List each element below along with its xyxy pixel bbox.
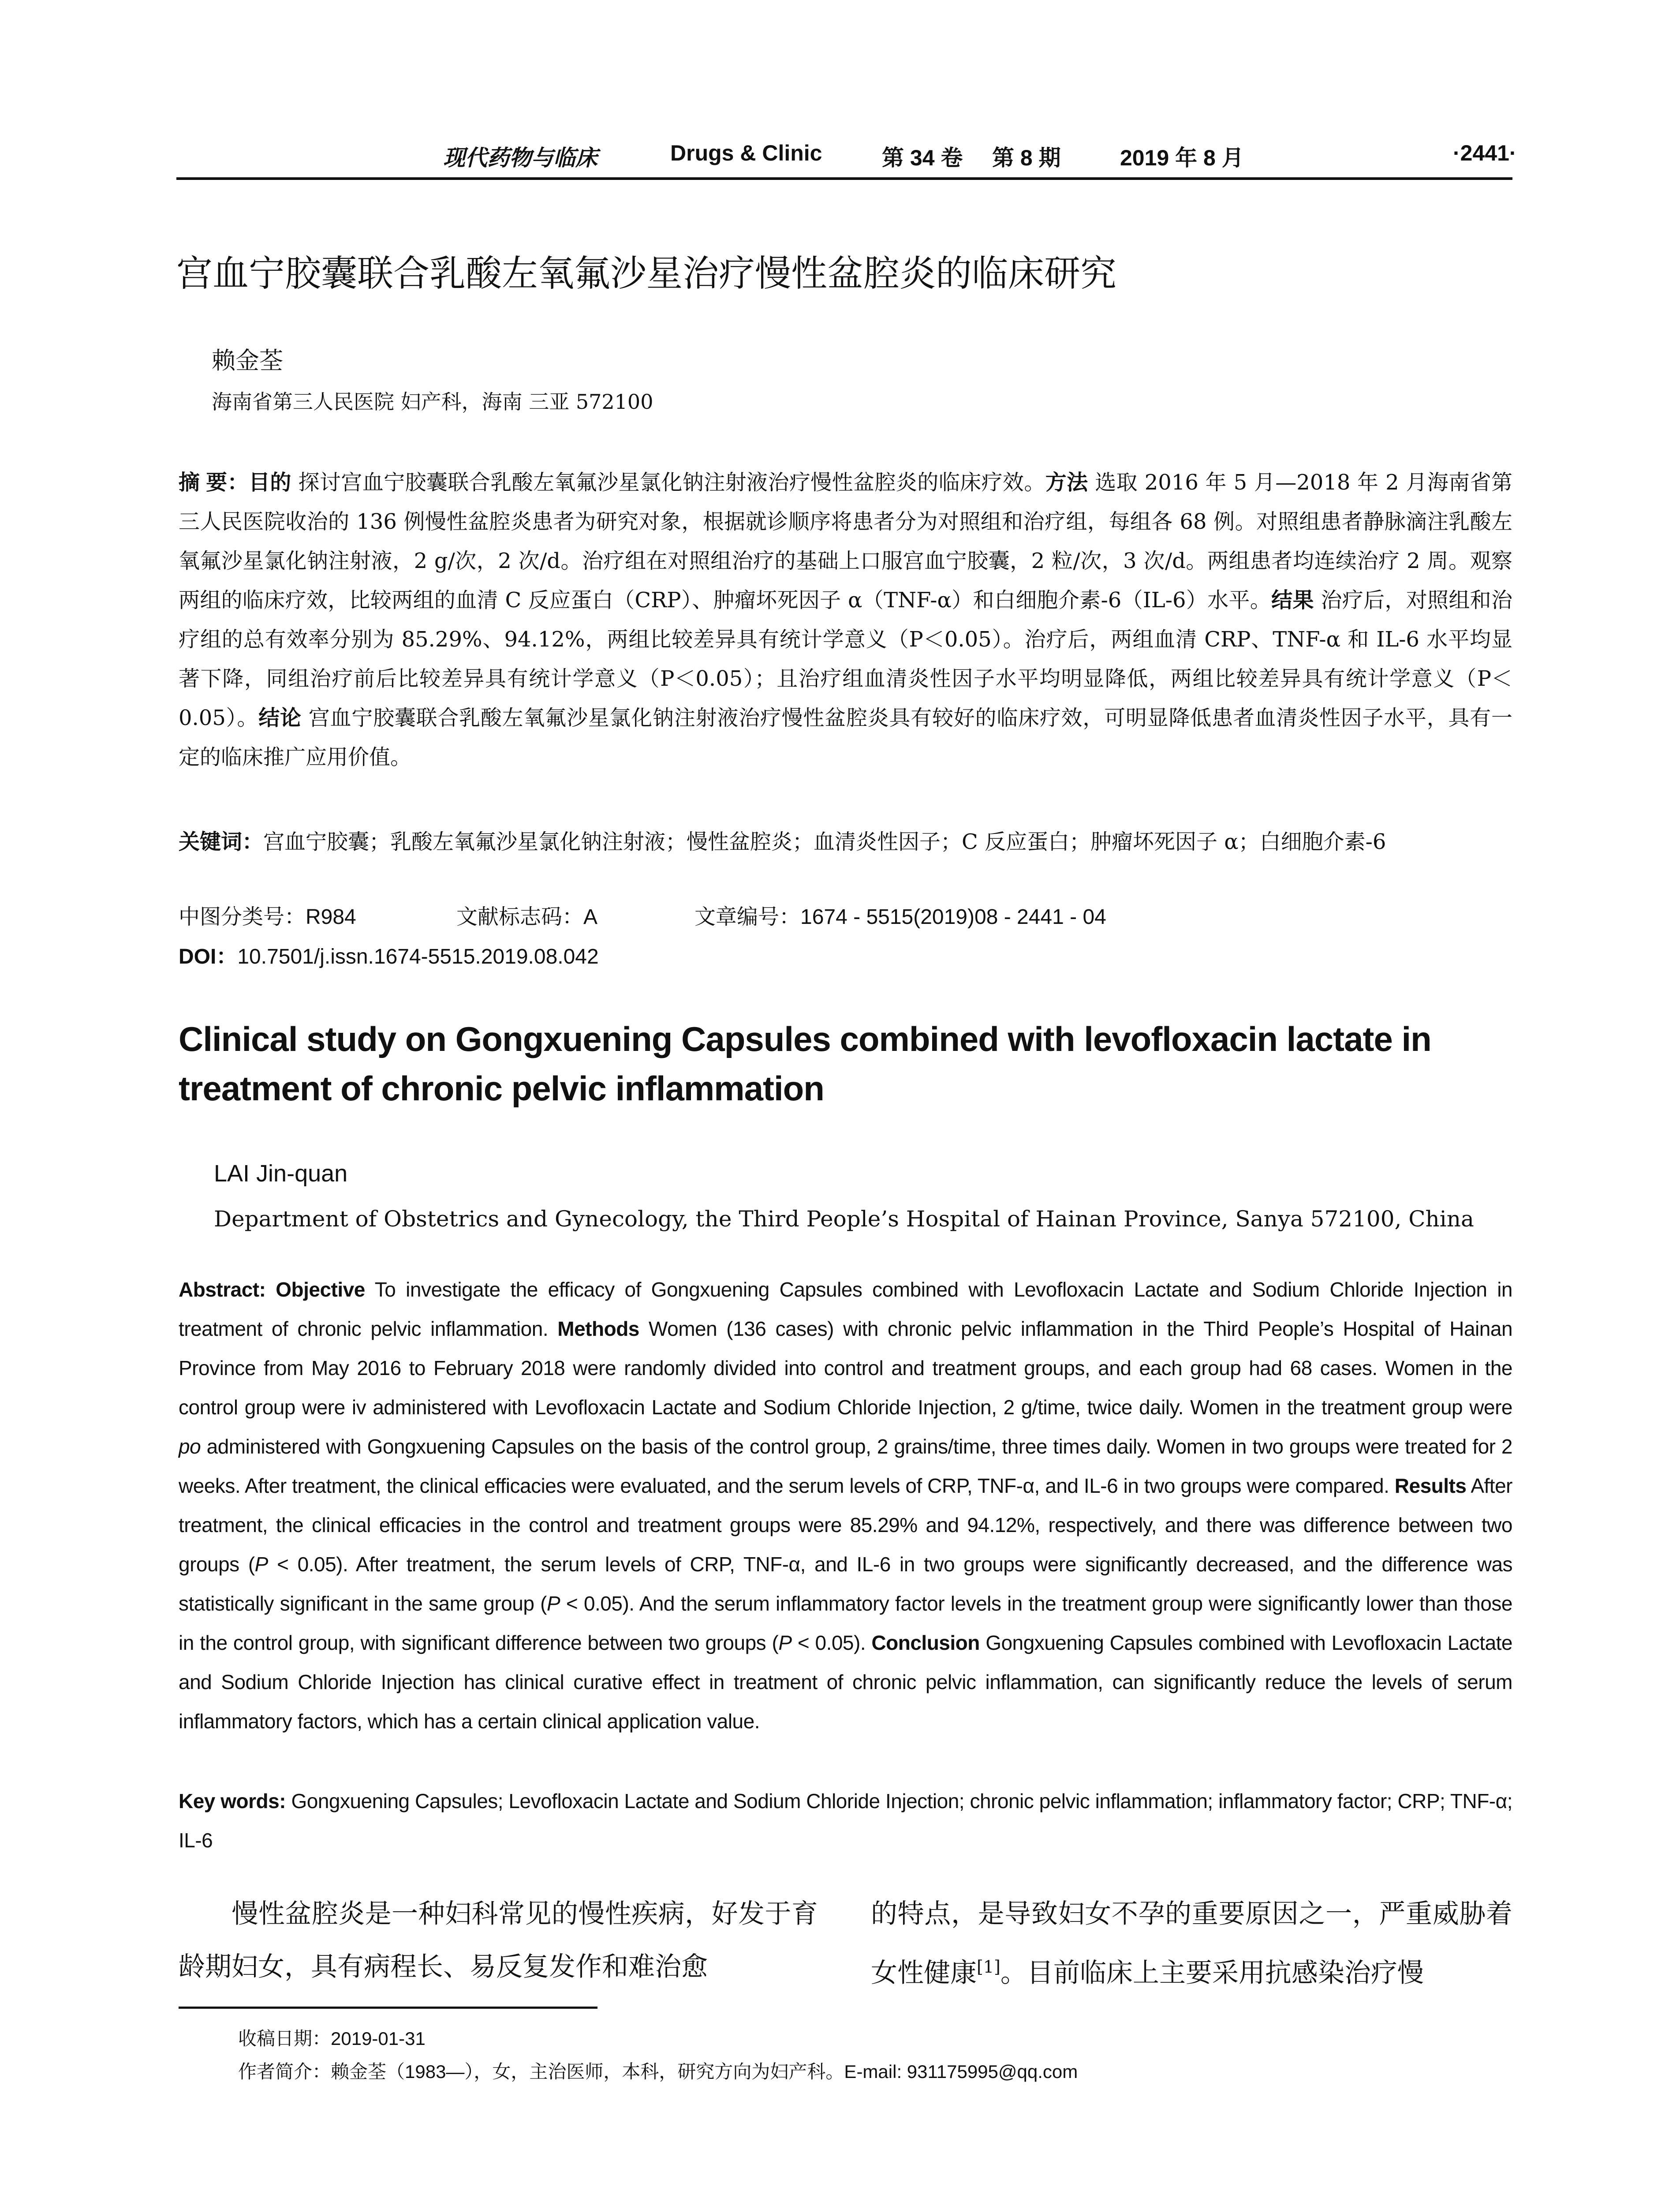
running-header [176,140,1517,176]
methods-text-en-2: administered with Gongxuening Capsules on the basis of the control group, 2 grains/time, three times daily. Women in two groups were treated for 2 weeks. After treatment, the clinical efficacies were evaluated, and the serum levels of CRP, TNF-α, and IL-6 in two groups were compared. [179,1435,1512,1497]
body-text-right-1: 的特点，是导致妇女不孕的重要原因之一，严重威胁着女性健康 [871,1899,1512,1988]
issue-number: 第 8 期 [992,146,1061,170]
results-text-en-2: < 0.05). After treatment, the serum levels of CRP, TNF-α, and IL-6 in two groups were significantly decreased, and the difference was statistically significant in the same group ( [179,1553,1513,1615]
keywords-label-cn: 关键词： [179,830,264,854]
chinese-abstract [179,463,1512,777]
article-number: 文章编号：1674 - 5515(2019)08 - 2441 - 04 [694,905,1106,929]
doi-line [179,939,599,970]
conclusion-label-en: Conclusion [871,1631,980,1654]
p-symbol: P [778,1631,792,1654]
objective-text-en: To investigate the efficacy of Gongxuening Capsules combined with Levofloxacin Lactate and Sodium Chloride Injection in treatment of chronic pelvic inflammation. [179,1278,1513,1340]
keywords-label-en: Key words: [179,1790,286,1813]
document-code: 文献标志码：A [456,905,598,929]
abstract-label-cn: 摘 要： [179,471,249,494]
english-keywords [179,1782,1512,1860]
chinese-author: 赖金荃 [212,347,283,374]
doi-value: 10.7501/j.issn.1674-5515.2019.08.042 [237,945,599,968]
objective-text-cn: 探讨宫血宁胶囊联合乳酸左氧氟沙星氯化钠注射液治疗慢性盆腔炎的临床疗效。 [298,470,1045,495]
received-date: 收稿日期：2019-01-31 [238,2028,426,2049]
volume-number: 第 34 卷 [882,146,963,170]
conclusion-label-cn: 结论 [258,706,302,730]
results-text-cn: 治疗后，对照组和治疗组的总有效率分别为 85.29%、94.12%，两组比较差异具有统计学意义（P＜0.05）。治疗后，两组血清 CRP、TNF-α 和 IL-6 水平均显著下降，同组治疗前后比较差异具有统计学意义（P＜0.05）；且治疗组血清炎性因子水平均明显降低，两组比较差异具有统计学意义（P＜0.05）。 [179,588,1512,730]
p-symbol: P [254,1553,268,1576]
keywords-text-en: Gongxuening Capsules; Levofloxacin Lactate and Sodium Chloride Injection; chronic pelvic inflammation; inflammatory factor; CRP; TNF-α; IL-6 [179,1790,1513,1852]
header-rule [176,177,1512,180]
page-number: ·2441· [1453,141,1517,165]
publication-date: 2019 年 8 月 [1120,146,1244,170]
results-text-en-3: < 0.05). And the serum inflammatory factor levels in the treatment group were significantly lower than those in the control group, with significant difference between two groups ( [179,1592,1512,1654]
chinese-affiliation: 海南省第三人民医院 妇产科，海南 三亚 572100 [212,390,653,414]
methods-label-en: Methods [557,1317,639,1340]
abstract-label-en: Abstract: [179,1278,266,1301]
journal-name-en: Drugs & Clinic [670,141,822,165]
objective-label-en: Objective [276,1278,365,1301]
reference-marker[interactable]: [1] [977,1957,1001,1977]
english-affiliation: Department of Obstetrics and Gynecology, the Third People’s Hospital of Hainan Province, Sanya 572100, China [214,1206,1474,1232]
author-bio: 作者简介：赖金荃（1983—），女，主治医师，本科，研究方向为妇产科。E-mail: 931175995@qq.com [238,2061,1078,2082]
po-term: po [179,1435,201,1458]
body-text-right-2: 。目前临床上主要采用抗感染治疗慢 [1000,1958,1424,1988]
footnote-rule [179,2007,597,2009]
english-author: LAI Jin-quan [214,1160,348,1187]
journal-name-cn: 现代药物与临床 [443,145,597,171]
conclusion-text-en: Gongxuening Capsules combined with Levofloxacin Lactate and Sodium Chloride Injection has clinical curative effect in treatment of chronic pelvic inflammation, can significantly reduce the levels of serum inflammatory factors, which has a certain clinical application value. [179,1631,1513,1733]
objective-label-cn: 目的 [248,471,291,494]
english-abstract [179,1270,1512,1741]
body-text-left: 慢性盆腔炎是一种妇科常见的慢性疾病，好发于育龄期妇女，具有病程长、易反复发作和难治愈 [179,1899,818,1982]
clc-number: 中图分类号：R984 [179,905,356,929]
doi-label: DOI： [179,945,238,968]
results-text-en-1: After treatment, the clinical efficacies in the control and treatment groups were 85.29% and 94.12%, respectively, and there was difference between two groups ( [179,1474,1512,1576]
p-symbol: P [546,1592,560,1615]
chinese-keywords [179,822,1512,862]
chinese-title: 宫血宁胶囊联合乳酸左氧氟沙星治疗慢性盆腔炎的临床研究 [176,254,1117,294]
methods-label-cn: 方法 [1045,471,1088,494]
body-column-right [871,1887,1512,1999]
english-title: Clinical study on Gongxuening Capsules combined with levofloxacin lactate in treatment of chronic pelvic inflammation [179,1020,1431,1108]
results-label-en: Results [1394,1474,1467,1497]
methods-text-en-1: Women (136 cases) with chronic pelvic inflammation in the Third People’s Hospital of Hainan Province from May 2016 to February 2018 were randomly divided into control and treatment groups, and each group had 68 cases. Women in the control group were iv administered with Levofloxacin Lactate and Sodium Chloride Injection, 2 g/time, twice daily. Women in the treatment group were [179,1317,1513,1419]
conclusion-text-cn: 宫血宁胶囊联合乳酸左氧氟沙星氯化钠注射液治疗慢性盆腔炎具有较好的临床疗效，可明显降低患者血清炎性因子水平，具有一定的临床推广应用价值。 [179,706,1512,770]
methods-text-cn: 选取 2016 年 5 月—2018 年 2 月海南省第三人民医院收治的 136 例慢性盆腔炎患者为研究对象，根据就诊顺序将患者分为对照组和治疗组，每组各 68 例。对照组患者静脉滴注乳酸左氧氟沙星氯化钠注射液，2 g/次，2 次/d。治疗组在对照组治疗的基础上口服宫血宁胶囊，2 粒/次，3 次/d。两组患者均连续治疗 2 周。观察两组的临床疗效，比较两组的血清 C 反应蛋白（CRP）、肿瘤坏死因子 α（TNF-α）和白细胞介素-6（IL-6）水平。 [179,470,1512,613]
keywords-text-cn: 宫血宁胶囊；乳酸左氧氟沙星氯化钠注射液；慢性盆腔炎；血清炎性因子；C 反应蛋白；肿瘤坏死因子 α；白细胞介素-6 [263,830,1386,854]
results-text-en-4: < 0.05). [797,1631,866,1654]
body-column-left [179,1887,818,1993]
results-label-cn: 结果 [1271,589,1314,612]
classification-line [179,900,1106,930]
